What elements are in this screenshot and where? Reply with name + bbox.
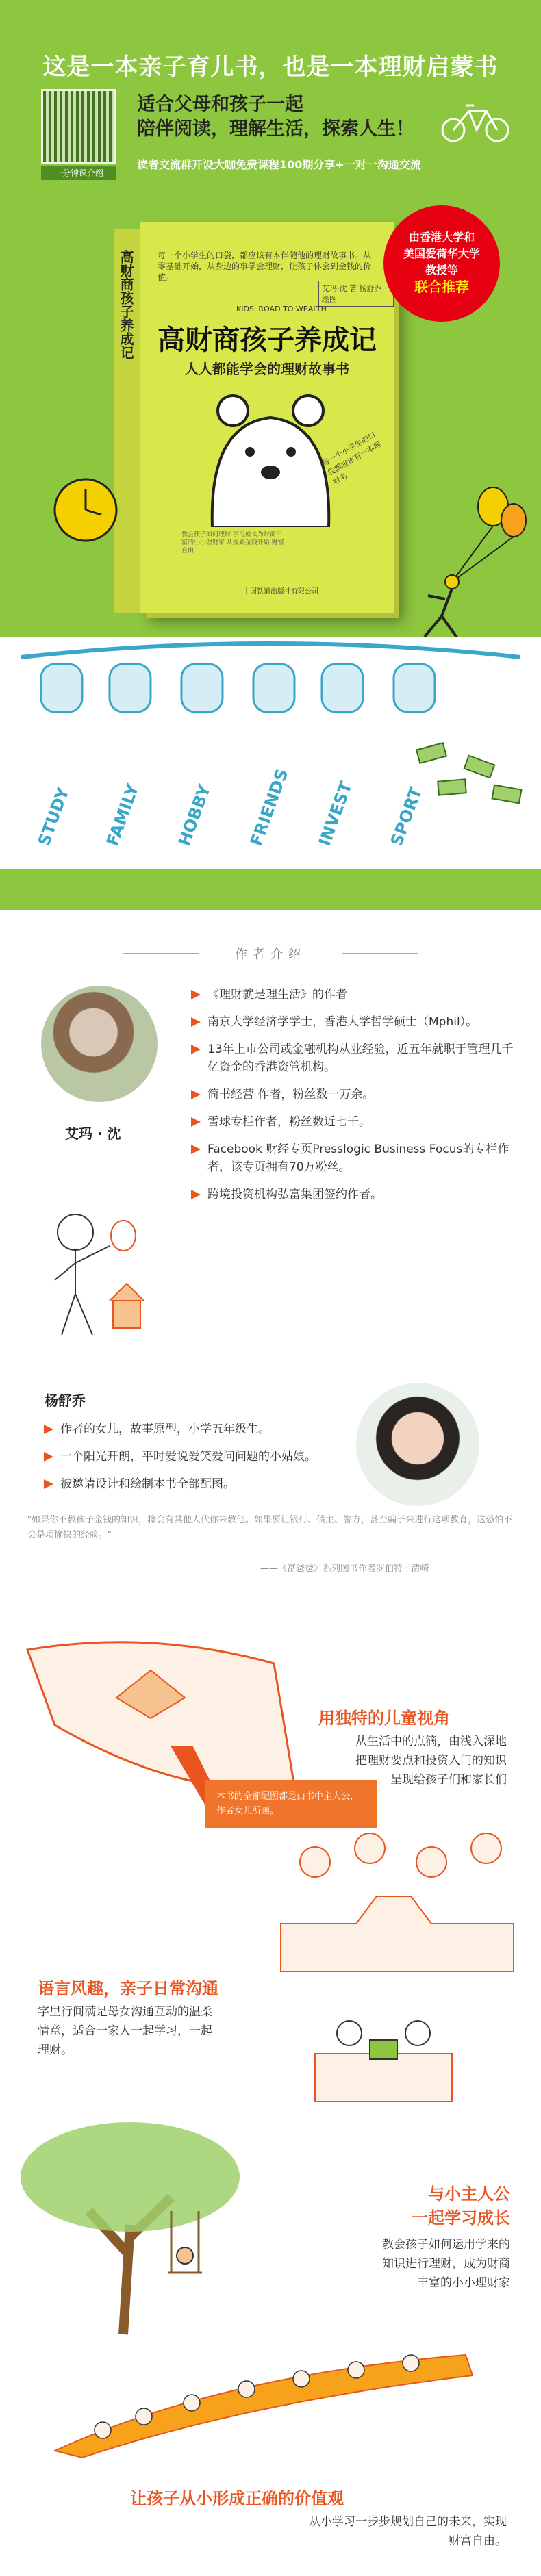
hero-tagline — [137, 92, 414, 142]
author-bullet: 跨境投资机构弘富集团签约作者。 — [188, 1186, 517, 1203]
section-label: 作者介绍 — [235, 947, 306, 962]
feature-text-1: 从生活中的点滴，由浅入深地 把理财要点和投资入门的知识 呈现给孩子们和家长们 — [355, 1735, 507, 1787]
book-subtitle: 人人都能学会的理财故事书 — [185, 361, 349, 377]
feature-text-4: 从小学习一步步规划自己的未来，实现 财富自由。 — [309, 2515, 507, 2548]
girl-sketch-illustration — [27, 1198, 164, 1342]
keyword-row — [21, 766, 527, 849]
feature-title-3: 与小主人公 一起学习成长 — [412, 2184, 510, 2228]
author-bullet: 简书经营 作者，粉丝数一万余。 — [188, 1086, 517, 1104]
book-spine: 高财商孩子养成记 — [114, 229, 140, 613]
book-cover[interactable] — [118, 222, 394, 613]
keyword-friends: FRIENDS — [247, 766, 292, 849]
hero-subline: 读者交流群开设大咖免费课程100期分享+一对一沟通交流 — [137, 158, 421, 171]
feature-title-4: 让孩子从小形成正确的价值观 — [130, 2489, 344, 2508]
reading-family-illustration — [288, 1992, 493, 2108]
illustrator-bullet: 一个阳光开朗，平时爱说爱笑爱问问题的小姑娘。 — [41, 1448, 342, 1466]
book-english-title: KIDS' ROAD TO WEALTH — [236, 305, 327, 314]
author-photo — [41, 986, 158, 1102]
stairs-illustration — [41, 2334, 479, 2464]
balloon-runner-illustration — [411, 479, 534, 643]
qr-caption: 一分钟课介绍 — [41, 166, 116, 180]
feature-text-2: 字里行间满是母女沟通互动的温柔 情意，适合一家人一起学习，一起 理财。 — [38, 2005, 212, 2057]
keyword-hobby: HOBBY — [175, 782, 215, 849]
clock-icon — [48, 472, 123, 548]
author-bullets — [188, 986, 517, 1213]
features-section — [0, 1595, 541, 2576]
section-divider — [0, 869, 541, 910]
illustrator-photo — [356, 1383, 479, 1506]
kitchen-scene-illustration — [274, 1821, 534, 1978]
bicycle-icon — [438, 96, 514, 144]
keyword-invest: INVEST — [315, 779, 356, 849]
book-authors: 艾玛·沈 著 杨舒乔 绘图 — [318, 281, 394, 307]
tagline-line-2: 陪伴阅读，理解生活，探索人生！ — [137, 118, 414, 140]
keys-ring-illustration — [21, 637, 520, 739]
qr-code[interactable] — [41, 89, 116, 164]
author-bullet: 《理财就是理生活》的作者 — [188, 986, 517, 1004]
keyword-family: FAMILY — [103, 781, 143, 849]
illustrator-bullets — [41, 1420, 342, 1503]
author-bullet: 13年上市公司或金融机构从业经验，近五年就职于管理几千亿资金的香港资管机构。 — [188, 1041, 517, 1076]
book-blurb: 教会孩子如何理财 学习成长为财商丰富的小小理财家 从规划金钱开始 财富自由 — [181, 531, 284, 554]
book-publisher: 中国铁道出版社有限公司 — [243, 588, 318, 596]
hero-title: 这是一本亲子育儿书，也是一本理财启蒙书 — [42, 53, 499, 81]
author-bullet: 南京大学经济学学士，香港大学哲学硕士（Mphil）。 — [188, 1013, 517, 1031]
illustrator-bullet: 被邀请设计和绘制本书全部配图。 — [41, 1475, 342, 1493]
feature-title-2: 语言风趣，亲子日常沟通 — [38, 1979, 218, 1998]
tagline-line-1: 适合父母和孩子一起 — [137, 94, 303, 115]
illustrator-bullet: 作者的女儿，故事原型，小学五年级生。 — [41, 1420, 342, 1438]
feature-title-1: 用独特的儿童视角 — [318, 1709, 450, 1728]
author-name: 艾玛 · 沈 — [65, 1125, 121, 1142]
label-rule-right — [342, 953, 418, 954]
book-top-text: 每一个小学生的口袋，都应该有本伴随他的理财故事书。从零基础开始，从身边的事学会理财，让孩子体会到金钱的价值。 — [158, 251, 372, 282]
author-bullet: Facebook 财经专页Presslogic Business Focus的专栏作者，该专页拥有70万粉丝。 — [188, 1140, 517, 1176]
tree-swing-illustration — [14, 2115, 260, 2341]
quote-text: "如果你不教孩子金钱的知识，将会有其他人代你来教他。如果要让银行、债主、警方，甚至骗子来进行这项教育，这恐怕不会是项愉快的经验。" — [27, 1515, 512, 1540]
author-bullet: 雪球专栏作者，粉丝数近七千。 — [188, 1113, 517, 1131]
quote-source: ——《富爸爸》系列图书作者罗伯特 · 清崎 — [260, 1564, 429, 1574]
author-section — [0, 910, 541, 1595]
hero-banner — [0, 0, 541, 869]
book-title: 高财商孩子养成记 — [158, 324, 377, 356]
keyword-study: STUDY — [34, 785, 73, 849]
feature-text-3: 教会孩子如何运用学来的 知识进行理财，成为财商 丰富的小小理财家 — [382, 2238, 510, 2290]
illustration-note: 本书的全部配图都是由书中主人公，作者女儿所画。 — [205, 1780, 377, 1828]
illustrator-name: 杨舒乔 — [45, 1392, 86, 1409]
polar-bear-illustration — [205, 383, 336, 527]
recommendation-seal: 由香港大学和 美国爱荷华大学 教授等 联合推荐 — [383, 205, 500, 322]
book-ribbon-text: 每一个小学生的口袋都应该有一本理财书 — [320, 430, 383, 487]
keyword-sport: SPORT — [387, 785, 426, 849]
